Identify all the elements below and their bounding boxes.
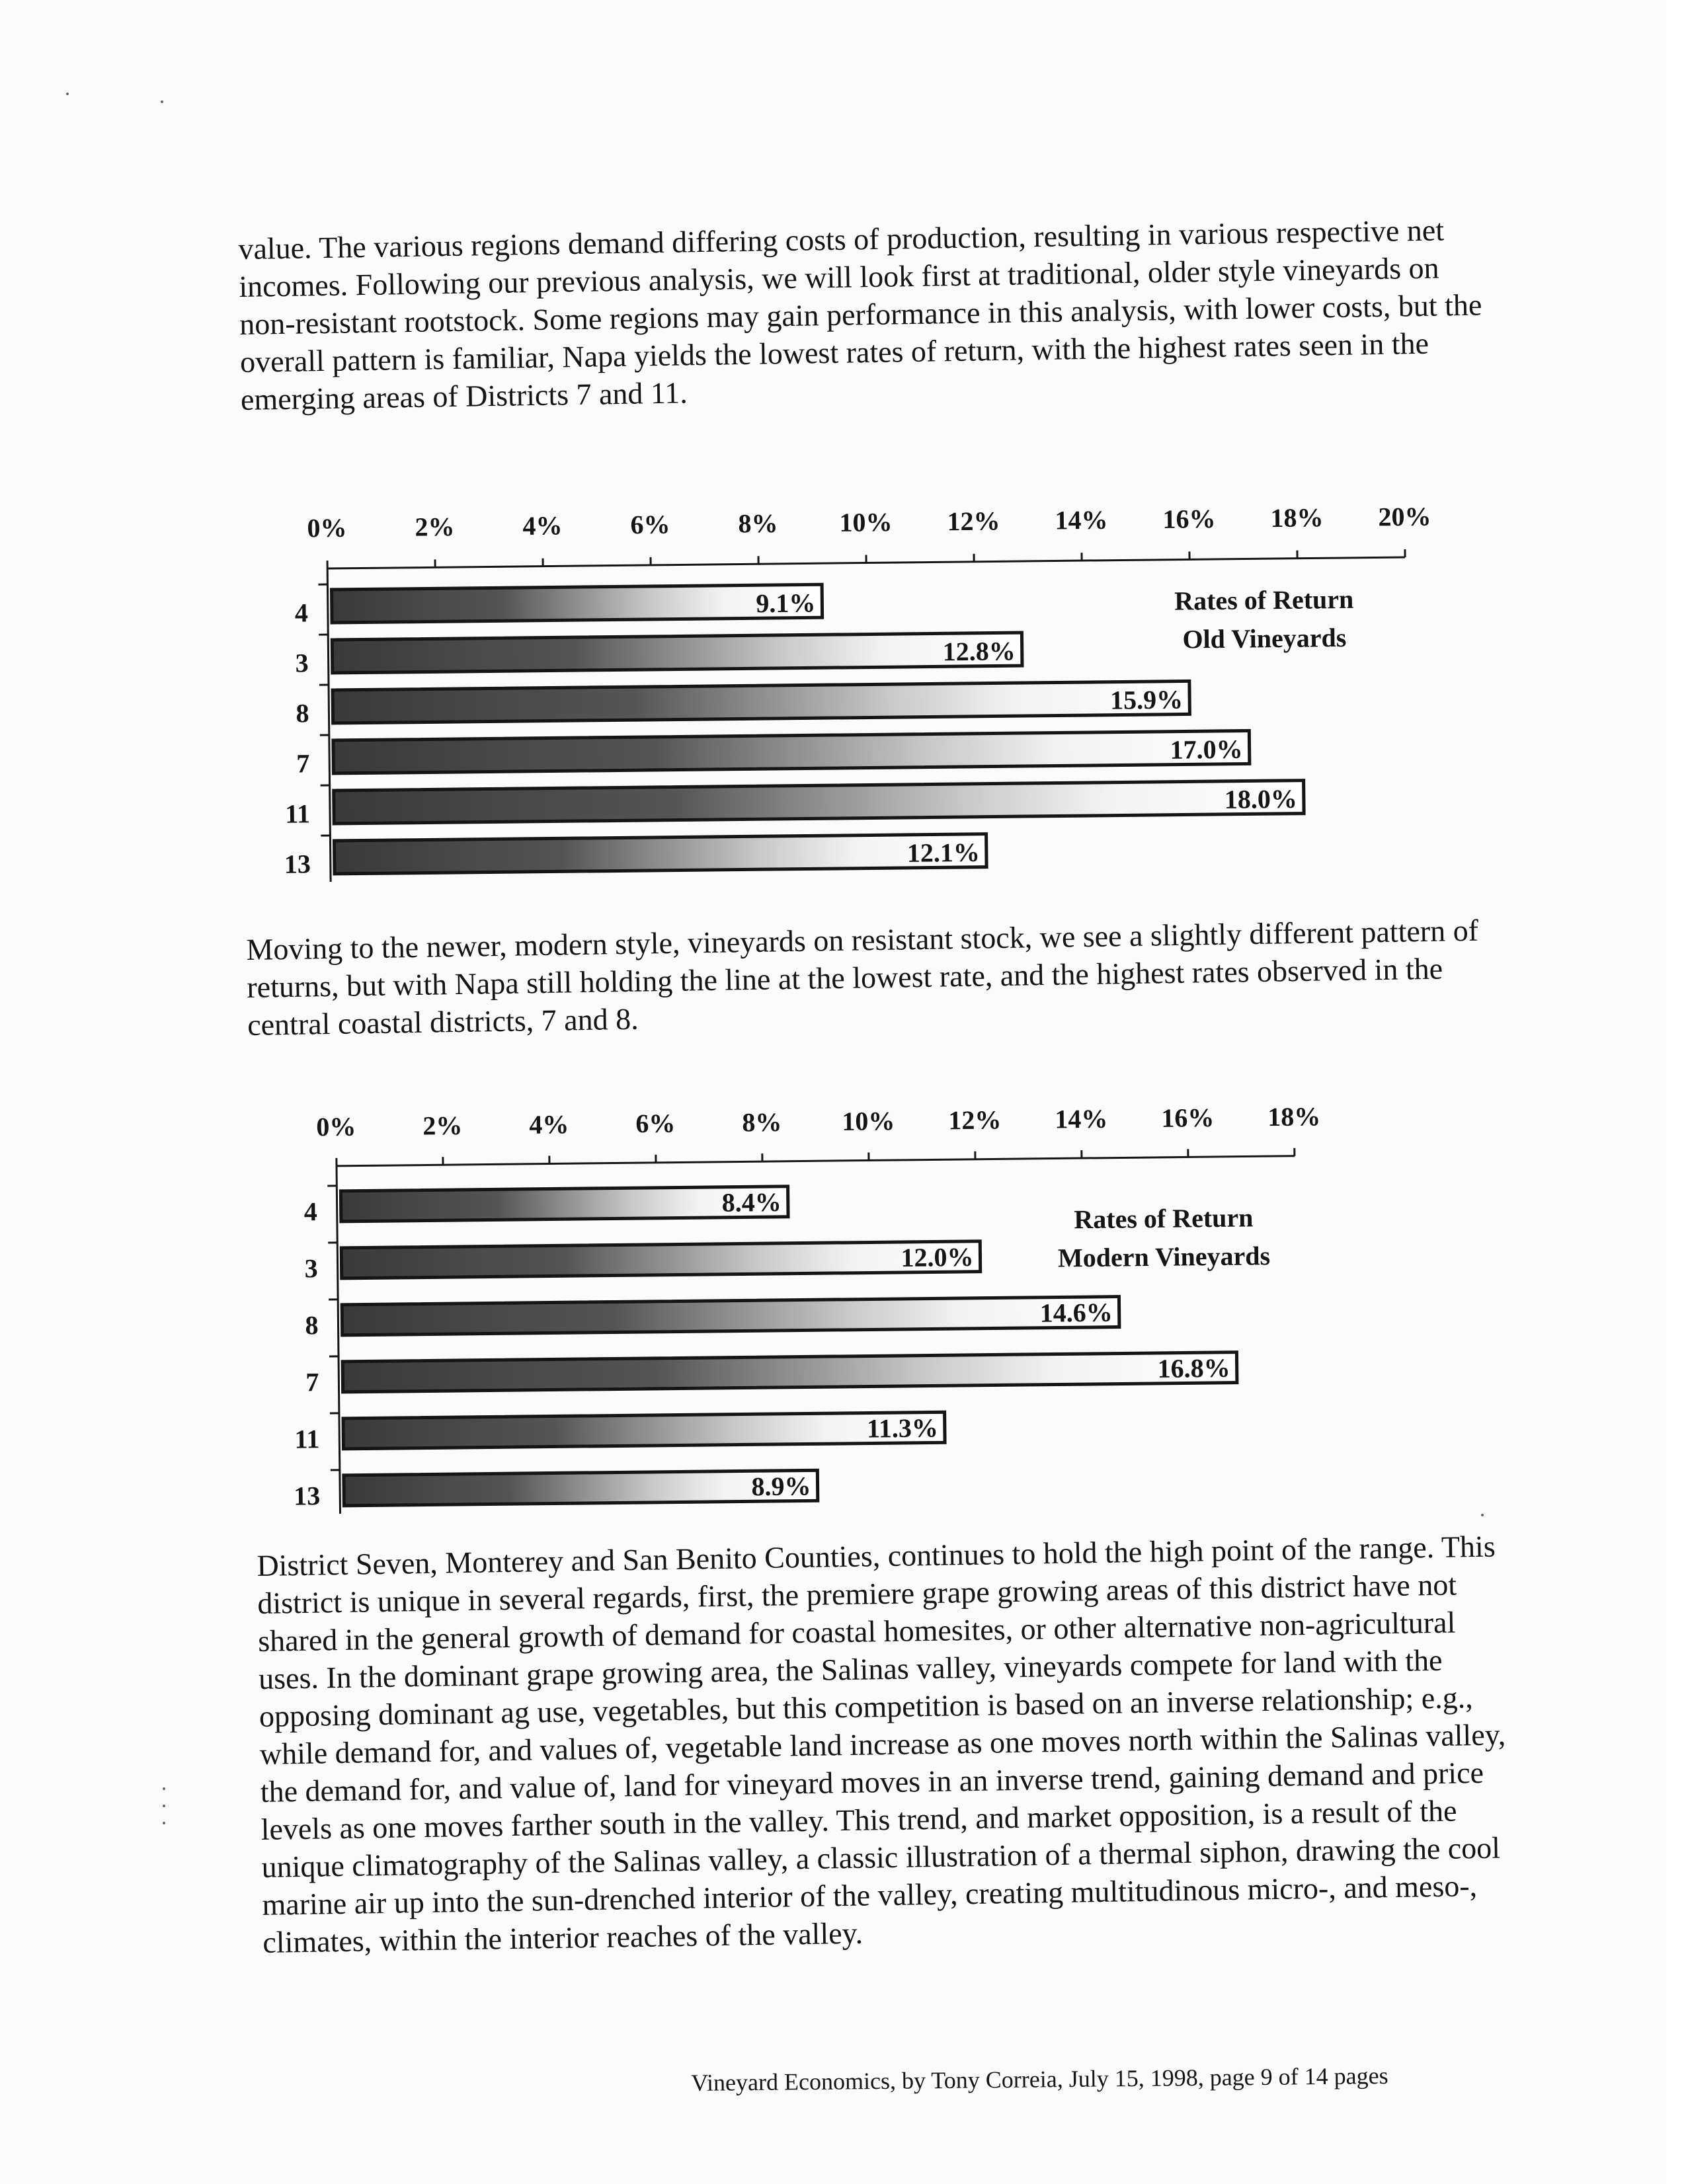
- scan-speck: [163, 1822, 165, 1824]
- bar-district-8: [333, 681, 1189, 723]
- chart-title: Rates of Return: [1174, 584, 1354, 616]
- bar-district-11: [334, 781, 1304, 824]
- category-label: 13: [293, 1481, 321, 1511]
- x-tick-label: 8%: [738, 508, 778, 539]
- x-tick-label: 14%: [1055, 504, 1108, 535]
- value-label: 9.1%: [756, 588, 816, 619]
- x-tick-label: 12%: [947, 506, 1000, 537]
- x-tick-label: 18%: [1267, 1101, 1321, 1132]
- x-tick-label: 6%: [635, 1108, 676, 1139]
- x-tick-label: 20%: [1378, 501, 1431, 532]
- scan-speck: [163, 1787, 165, 1790]
- x-tick-label: 14%: [1055, 1103, 1108, 1134]
- x-tick-label: 16%: [1162, 503, 1216, 534]
- category-label: 8: [305, 1310, 319, 1341]
- bar-district-7: [342, 1352, 1237, 1392]
- chart-title: Rates of Return: [1074, 1202, 1254, 1235]
- value-label: 14.6%: [1039, 1297, 1113, 1328]
- x-tick-label: 8%: [742, 1107, 782, 1138]
- page-footer: Vineyard Economics, by Tony Correia, July 15, 1998, page 9 of 14 pages: [691, 2062, 1388, 2096]
- x-tick-label: 4%: [529, 1109, 569, 1140]
- x-tick-label: 18%: [1270, 502, 1324, 533]
- category-label: 4: [303, 1196, 317, 1227]
- value-label: 8.4%: [721, 1187, 782, 1218]
- x-tick-label: 2%: [422, 1110, 463, 1141]
- category-label: 3: [295, 648, 309, 678]
- x-tick-label: 12%: [948, 1105, 1002, 1136]
- x-tick-label: 6%: [630, 509, 670, 540]
- value-label: 12.1%: [906, 837, 981, 868]
- category-label: 11: [285, 799, 311, 829]
- chart-subtitle: Modern Vineyards: [1057, 1241, 1271, 1273]
- x-tick-label: 0%: [307, 512, 347, 543]
- category-label: 7: [305, 1367, 319, 1397]
- category-label: 13: [284, 849, 311, 879]
- value-label: 12.8%: [942, 636, 1016, 667]
- category-label: 3: [304, 1253, 318, 1284]
- chart-old-vineyards: [0, 477, 1457, 902]
- paragraph-modern: Moving to the newer, modern style, vineyards on resistant stock, we see a slightly different pattern of returns, but with Napa still holding the line at the lowest rate, and the highest rates observed in the central coastal districts, 7 and 8.: [246, 913, 1479, 1042]
- value-label: 15.9%: [1109, 684, 1184, 715]
- x-tick-label: 4%: [522, 510, 563, 541]
- bar-district-3: [341, 1241, 980, 1278]
- x-tick-label: 0%: [316, 1111, 356, 1142]
- x-axis-line: [337, 1156, 1295, 1166]
- x-tick-label: 10%: [839, 507, 893, 537]
- category-label: 11: [294, 1424, 320, 1454]
- value-label: 17.0%: [1170, 734, 1243, 765]
- bar-district-13: [334, 834, 986, 874]
- value-label: 12.0%: [901, 1241, 974, 1272]
- scan-speck: [1481, 1514, 1484, 1516]
- value-label: 11.3%: [866, 1413, 939, 1444]
- bar-district-11: [343, 1412, 945, 1449]
- category-label: 4: [294, 598, 309, 628]
- bar-district-4: [341, 1187, 788, 1222]
- bar-district-7: [333, 730, 1250, 773]
- x-tick-label: 2%: [415, 512, 455, 542]
- chart-modern-vineyards: [0, 1085, 1457, 1510]
- bar-district-8: [342, 1297, 1119, 1335]
- bar-district-13: [344, 1470, 818, 1506]
- scan-speck: [161, 100, 163, 103]
- x-tick-label: 10%: [842, 1106, 895, 1136]
- paragraph-district-seven: District Seven, Monterey and San Benito Counties, continues to hold the high point of the range. This district is unique in several regards, first, the premiere grape growing areas of this district have not shared in the general growth of demand for coastal homesites, or other alternative non-agricultural uses. In the dominant grape growing area, the Salinas valley, vineyards compete for land with the opposing dominant ag use, vegetables, but this competition is based on an inverse relationship; e.g., while demand for, and values of, vegetable land increase as one moves north within the Salinas valley, the demand for, and value of, land for vineyard moves in an inverse trend, gaining demand and price levels as one moves farther south in the valley. This trend, and market opposition, is a result of the unique climatography of the Salinas valley, a classic illustration of a thermal siphon, drawing the cool marine air up into the sun-drenched interior of the valley, creating multitudinous micro-, and meso-, climates, within the interior reaches of the valley.: [257, 1529, 1506, 1959]
- chart-subtitle: Old Vineyards: [1182, 622, 1347, 654]
- x-tick-label: 16%: [1161, 1102, 1215, 1133]
- paragraph-intro: value. The various regions demand differing costs of production, resulting in various respective net incomes. Following our previous analysis, we will look first at traditional, older style vineyards on non-resistant rootstock. Some regions may gain performance in this analysis, with lower costs, but the overall pattern is familiar, Napa yields the lowest rates of return, with the highest rates seen in the emerging areas of Districts 7 and 11.: [238, 213, 1482, 416]
- category-label: 7: [296, 748, 310, 779]
- value-label: 8.9%: [751, 1471, 811, 1502]
- scan-speck: [163, 1805, 165, 1807]
- bar-district-4: [331, 584, 822, 623]
- scan-speck: [66, 93, 69, 95]
- value-label: 18.0%: [1224, 783, 1298, 814]
- bar-district-3: [332, 633, 1022, 673]
- category-label: 8: [296, 698, 309, 728]
- value-label: 16.8%: [1157, 1352, 1230, 1384]
